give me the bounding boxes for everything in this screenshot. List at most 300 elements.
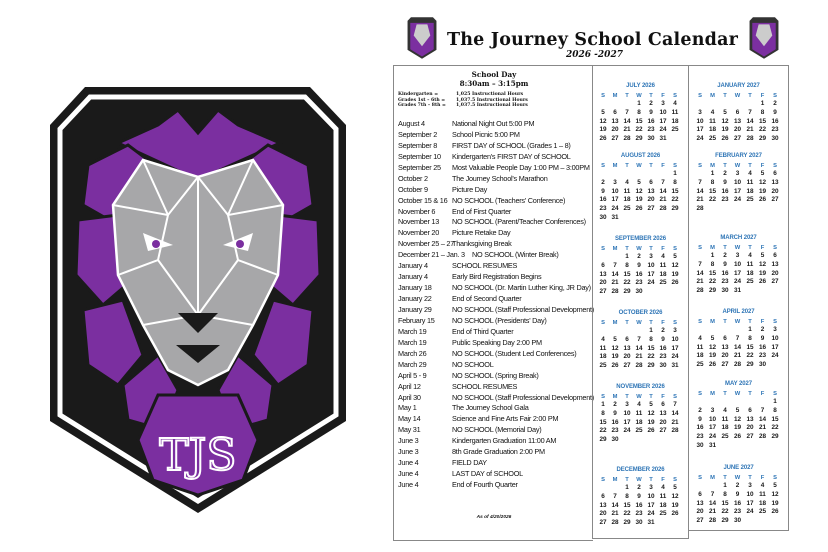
day-cell: 1 xyxy=(601,401,605,408)
day-cell: 19 xyxy=(647,418,655,426)
calendar-column-left xyxy=(592,65,689,539)
weekday-label: T xyxy=(723,475,727,481)
school-day-title: School Day xyxy=(471,70,517,79)
day-cell: 12 xyxy=(721,117,729,125)
day-cell: 19 xyxy=(758,269,767,277)
day-cell: 27 xyxy=(623,362,631,370)
event-date: November 25 – 27 xyxy=(398,239,455,249)
day-cell: 21 xyxy=(696,196,704,204)
day-cell: 3 xyxy=(649,484,653,491)
event-date: October 2 xyxy=(398,173,428,183)
weekday-label: S xyxy=(673,394,677,400)
day-cell: 7 xyxy=(613,492,617,500)
day-cell: 13 xyxy=(733,117,742,125)
event-description: SCHOOL RESUMES xyxy=(452,261,518,271)
day-cell: 9 xyxy=(637,492,641,500)
day-cell: 4 xyxy=(723,406,727,414)
day-cell: 5 xyxy=(637,178,641,186)
day-cell: 30 xyxy=(659,362,667,370)
day-cell: 3 xyxy=(673,327,677,334)
day-cell: 8 xyxy=(773,406,777,414)
day-cell: 25 xyxy=(746,196,754,204)
day-cell: 3 xyxy=(710,406,715,414)
day-cell: 11 xyxy=(659,492,667,500)
day-cell: 1 xyxy=(637,100,641,107)
day-cell: 9 xyxy=(649,108,653,116)
day-cell: 24 xyxy=(771,352,779,360)
event-date: April 5 - 9 xyxy=(398,370,427,380)
weekday-label: T xyxy=(723,93,727,99)
day-cell: 14 xyxy=(746,117,754,125)
day-cell: 9 xyxy=(637,261,641,269)
month-title: FEBRUARY 2027 xyxy=(715,153,762,159)
weekday-label: S xyxy=(698,319,702,325)
weekday-label: T xyxy=(748,93,752,99)
weekday-label: M xyxy=(710,475,715,481)
event-date: June 3 xyxy=(398,436,419,446)
event-date: September 10 xyxy=(398,151,441,161)
event-description: School Picnic 5:00 PM xyxy=(452,129,520,139)
day-cell: 3 xyxy=(735,170,740,177)
day-cell: 11 xyxy=(599,344,607,352)
day-cell: 11 xyxy=(635,409,643,417)
day-cell: 29 xyxy=(771,433,779,441)
weekday-label: M xyxy=(612,394,618,400)
day-cell: 15 xyxy=(746,343,754,351)
day-cell: 12 xyxy=(635,187,643,195)
day-cell: 19 xyxy=(758,187,767,195)
day-cell: 4 xyxy=(673,100,677,107)
event-description: FIELD DAY xyxy=(452,458,487,468)
day-cell: 2 xyxy=(760,326,765,333)
day-cell: 3 xyxy=(613,178,617,186)
day-cell: 28 xyxy=(708,517,717,525)
day-cell: 14 xyxy=(758,415,767,423)
day-cell: 8 xyxy=(760,108,765,116)
day-cell: 23 xyxy=(758,352,767,360)
day-cell: 1 xyxy=(710,170,715,177)
day-cell: 2 xyxy=(723,170,727,177)
day-cell: 7 xyxy=(748,108,752,116)
day-cell: 16 xyxy=(758,343,767,351)
day-cell: 11 xyxy=(746,178,754,186)
day-cell: 18 xyxy=(708,126,717,134)
day-cell: 6 xyxy=(601,492,605,500)
day-cell: 11 xyxy=(696,343,704,351)
day-cell: 13 xyxy=(647,187,655,195)
day-cell: 25 xyxy=(696,361,704,369)
event-date: May 1 xyxy=(398,403,417,413)
instructional-hours-row xyxy=(398,103,528,109)
day-cell: 24 xyxy=(733,278,742,286)
event-description: End of Second Quarter xyxy=(452,294,522,304)
weekday-label: W xyxy=(636,246,642,252)
day-cell: 21 xyxy=(733,352,742,360)
weekday-label: F xyxy=(661,477,665,483)
weekday-label: T xyxy=(649,320,653,326)
day-cell: 23 xyxy=(721,196,729,204)
weekday-label: F xyxy=(760,475,765,481)
day-cell: 16 xyxy=(599,196,607,204)
day-cell: 22 xyxy=(599,427,607,435)
day-cell: 27 xyxy=(659,427,667,435)
weekday-label: S xyxy=(601,246,605,252)
day-cell: 18 xyxy=(671,117,679,125)
weekday-label: W xyxy=(734,93,741,99)
day-cell: 13 xyxy=(623,344,631,352)
day-cell: 22 xyxy=(647,353,655,361)
hours-value: 1,037.5 Instructional Hours xyxy=(456,97,528,103)
day-cell: 1 xyxy=(723,482,727,489)
day-cell: 14 xyxy=(671,409,679,417)
weekday-label: M xyxy=(612,163,618,169)
day-cell: 7 xyxy=(673,401,677,408)
day-cell: 16 xyxy=(696,424,704,432)
day-cell: 3 xyxy=(698,108,702,116)
day-cell: 14 xyxy=(659,187,667,195)
day-cell: 2 xyxy=(649,100,653,107)
day-cell: 9 xyxy=(723,260,727,268)
event-date: September 25 xyxy=(398,162,441,172)
day-cell: 19 xyxy=(671,270,679,278)
day-cell: 24 xyxy=(746,508,754,516)
day-cell: 2 xyxy=(613,401,617,408)
weekday-label: F xyxy=(760,245,765,251)
day-cell: 29 xyxy=(746,361,754,369)
weekday-label: T xyxy=(723,163,727,169)
day-cell: 18 xyxy=(746,187,754,195)
event-description: End of Third Quarter xyxy=(452,326,514,336)
day-cell: 21 xyxy=(659,196,667,204)
day-cell: 14 xyxy=(696,269,704,277)
weekday-label: S xyxy=(698,475,702,481)
event-description: NO SCHOOL (Staff Professional Development) xyxy=(452,392,594,402)
day-cell: 14 xyxy=(708,499,717,507)
event-date: December 21 – Jan. 3 xyxy=(398,250,465,260)
day-cell: 27 xyxy=(599,519,607,527)
day-cell: 31 xyxy=(647,519,655,527)
event-date: May 14 xyxy=(398,414,421,424)
day-cell: 27 xyxy=(647,205,655,213)
day-cell: 25 xyxy=(708,135,717,143)
day-cell: 10 xyxy=(733,260,742,268)
day-cell: 21 xyxy=(696,278,704,286)
event-date: February 15 xyxy=(398,315,435,325)
day-cell: 6 xyxy=(601,261,605,269)
day-cell: 23 xyxy=(659,353,667,361)
day-cell: 3 xyxy=(625,401,629,408)
school-crest-logo xyxy=(48,85,348,515)
day-cell: 19 xyxy=(708,352,717,360)
day-cell: 8 xyxy=(625,261,629,269)
event-description: Picture Retake Day xyxy=(452,228,511,238)
day-cell: 26 xyxy=(758,196,767,204)
day-cell: 22 xyxy=(721,508,729,516)
day-cell: 15 xyxy=(771,415,779,423)
day-cell: 1 xyxy=(625,484,629,491)
weekday-label: T xyxy=(625,93,629,99)
day-cell: 14 xyxy=(623,117,631,125)
day-cell: 25 xyxy=(623,205,631,213)
event-description: The Journey School's Marathon xyxy=(452,173,548,183)
day-cell: 19 xyxy=(635,196,643,204)
day-cell: 10 xyxy=(671,335,679,343)
day-cell: 9 xyxy=(661,335,665,343)
event-description: Public Speaking Day 2:00 PM xyxy=(452,337,542,347)
day-cell: 21 xyxy=(708,508,717,516)
day-cell: 26 xyxy=(733,433,742,441)
event-date: October 15 & 16 xyxy=(398,195,448,205)
weekday-label: T xyxy=(649,394,653,400)
weekday-label: S xyxy=(673,93,677,99)
weekday-label: T xyxy=(723,391,727,397)
weekday-label: W xyxy=(734,319,741,325)
day-cell: 22 xyxy=(771,424,779,432)
day-cell: 7 xyxy=(613,261,617,269)
day-cell: 8 xyxy=(637,108,641,116)
day-cell: 27 xyxy=(611,135,619,143)
weekday-label: S xyxy=(773,391,777,397)
day-cell: 8 xyxy=(625,492,629,500)
day-cell: 27 xyxy=(696,517,704,525)
day-cell: 19 xyxy=(599,126,607,134)
day-cell: 2 xyxy=(773,100,777,107)
day-cell: 25 xyxy=(721,433,729,441)
weekday-label: F xyxy=(661,93,665,99)
event-date: January 22 xyxy=(398,294,432,304)
day-cell: 4 xyxy=(748,252,752,259)
day-cell: 17 xyxy=(733,269,742,277)
day-cell: 5 xyxy=(673,253,677,260)
hours-value: 1,037.5 Instructional Hours xyxy=(456,103,528,108)
day-cell: 19 xyxy=(733,424,742,432)
day-cell: 8 xyxy=(673,178,677,186)
day-cell: 25 xyxy=(659,279,667,287)
event-date: September 8 xyxy=(398,140,438,150)
day-cell: 17 xyxy=(771,343,779,351)
day-cell: 12 xyxy=(708,343,717,351)
day-cell: 9 xyxy=(601,187,605,195)
event-date: April 12 xyxy=(398,381,421,391)
day-cell: 2 xyxy=(661,327,665,334)
day-cell: 28 xyxy=(733,361,742,369)
day-cell: 25 xyxy=(635,427,643,435)
event-date: August 4 xyxy=(398,119,425,128)
day-cell: 1 xyxy=(625,253,629,260)
month-calendar xyxy=(689,309,788,389)
day-cell: 17 xyxy=(659,117,667,125)
day-cell: 5 xyxy=(735,406,740,414)
day-cell: 21 xyxy=(671,418,679,426)
day-cell: 16 xyxy=(659,344,667,352)
day-cell: 23 xyxy=(696,433,704,441)
event-description: NO SCHOOL (Presidents' Day) xyxy=(452,315,547,325)
day-cell: 18 xyxy=(659,270,667,278)
day-cell: 6 xyxy=(661,401,665,408)
day-cell: 17 xyxy=(647,501,655,509)
day-cell: 13 xyxy=(659,409,667,417)
day-cell: 19 xyxy=(611,353,619,361)
day-cell: 24 xyxy=(696,135,704,143)
day-cell: 4 xyxy=(661,484,665,491)
weekday-label: S xyxy=(601,163,605,169)
weekday-label: T xyxy=(748,163,752,169)
day-cell: 26 xyxy=(708,361,717,369)
weekday-label: T xyxy=(748,475,752,481)
weekday-label: S xyxy=(673,246,677,252)
day-cell: 31 xyxy=(671,362,679,370)
day-cell: 13 xyxy=(599,501,607,509)
day-cell: 28 xyxy=(623,135,631,143)
day-cell: 16 xyxy=(721,187,729,195)
weekday-label: M xyxy=(710,93,715,99)
day-cell: 20 xyxy=(721,352,729,360)
grade-label: Grades 1st – 6th = xyxy=(398,97,446,103)
day-cell: 2 xyxy=(601,178,605,186)
day-cell: 17 xyxy=(647,270,655,278)
event-date: June 4 xyxy=(398,480,419,490)
day-cell: 9 xyxy=(760,334,765,342)
event-date: March 19 xyxy=(398,337,427,347)
weekday-label: T xyxy=(649,93,653,99)
weekday-label: M xyxy=(710,319,715,325)
day-cell: 29 xyxy=(623,288,631,296)
day-cell: 12 xyxy=(671,492,679,500)
day-cell: 23 xyxy=(635,510,643,518)
day-cell: 5 xyxy=(710,334,715,342)
event-description: NO SCHOOL (Staff Professional Development) xyxy=(452,304,594,314)
event-description: SCHOOL RESUMES xyxy=(452,381,518,391)
event-description: End of First Quarter xyxy=(452,206,512,216)
weekday-label: T xyxy=(748,319,752,325)
day-cell: 20 xyxy=(623,353,631,361)
weekday-label: F xyxy=(661,394,665,400)
day-cell: 11 xyxy=(721,415,729,423)
day-cell: 28 xyxy=(611,288,619,296)
weekday-label: W xyxy=(636,477,642,483)
day-cell: 6 xyxy=(723,334,727,342)
event-description: NO SCHOOL (Spring Break) xyxy=(452,370,539,380)
weekday-label: S xyxy=(673,163,677,169)
weekday-label: M xyxy=(612,246,618,252)
day-cell: 25 xyxy=(599,362,607,370)
event-description: Most Valuable People Day 1:00 PM – 3:00PM xyxy=(452,162,590,172)
day-cell: 7 xyxy=(698,260,702,268)
day-cell: 10 xyxy=(647,492,655,500)
month-title: DECEMBER 2026 xyxy=(616,467,665,473)
day-cell: 30 xyxy=(635,288,643,296)
day-cell: 17 xyxy=(708,424,717,432)
event-date: January 4 xyxy=(398,261,428,271)
weekday-label: T xyxy=(625,163,629,169)
day-cell: 29 xyxy=(708,287,717,295)
month-calendar xyxy=(593,236,688,316)
day-cell: 18 xyxy=(599,353,607,361)
day-cell: 3 xyxy=(735,252,740,259)
day-cell: 8 xyxy=(601,409,605,417)
day-cell: 23 xyxy=(771,126,779,134)
day-cell: 15 xyxy=(671,187,679,195)
event-date: September 2 xyxy=(398,129,438,139)
day-cell: 24 xyxy=(611,205,619,213)
day-cell: 16 xyxy=(635,501,643,509)
weekday-label: S xyxy=(773,93,777,99)
day-cell: 6 xyxy=(773,252,777,259)
day-cell: 17 xyxy=(671,344,679,352)
day-cell: 9 xyxy=(613,409,617,417)
day-cell: 11 xyxy=(709,117,716,125)
day-cell: 27 xyxy=(746,433,754,441)
weekday-label: M xyxy=(612,93,618,99)
day-cell: 15 xyxy=(635,117,643,125)
day-cell: 6 xyxy=(613,108,617,116)
month-calendar xyxy=(593,310,688,390)
day-cell: 27 xyxy=(771,278,779,286)
day-cell: 18 xyxy=(758,499,767,507)
event-description: 8th Grade Graduation 2:00 PM xyxy=(452,447,545,457)
weekday-label: S xyxy=(698,163,702,169)
weekday-label: W xyxy=(734,391,741,397)
day-cell: 8 xyxy=(723,490,727,498)
day-cell: 28 xyxy=(696,287,704,295)
day-cell: 15 xyxy=(623,270,631,278)
day-cell: 6 xyxy=(735,108,740,116)
weekday-label: S xyxy=(698,93,702,99)
weekday-label: S xyxy=(773,163,777,169)
day-cell: 29 xyxy=(599,436,607,444)
day-cell: 24 xyxy=(708,433,717,441)
day-cell: 3 xyxy=(649,253,653,260)
day-cell: 22 xyxy=(758,126,767,134)
day-cell: 28 xyxy=(696,205,704,213)
day-cell: 30 xyxy=(647,135,655,143)
school-years: 2026 -2027 xyxy=(566,50,623,60)
svg-text:TJS: TJS xyxy=(159,430,237,481)
day-cell: 25 xyxy=(746,278,754,286)
event-date: March 26 xyxy=(398,348,427,358)
month-calendar xyxy=(689,235,788,315)
day-cell: 6 xyxy=(649,178,653,186)
day-cell: 26 xyxy=(647,427,655,435)
weekday-label: T xyxy=(723,319,727,325)
day-cell: 17 xyxy=(733,187,742,195)
day-cell: 16 xyxy=(635,270,643,278)
day-cell: 7 xyxy=(625,108,629,116)
weekday-label: T xyxy=(748,391,752,397)
weekday-label: T xyxy=(649,246,653,252)
day-cell: 1 xyxy=(760,100,765,107)
event-description: National Night Out 5:00 PM xyxy=(452,119,535,128)
day-cell: 24 xyxy=(659,126,667,134)
day-cell: 20 xyxy=(647,196,655,204)
day-cell: 15 xyxy=(721,499,729,507)
month-calendar xyxy=(689,465,788,545)
day-cell: 21 xyxy=(611,510,619,518)
day-cell: 1 xyxy=(773,398,777,405)
day-cell: 2 xyxy=(637,253,641,260)
as-of-date: As of 4/20/2026 xyxy=(476,515,512,520)
month-calendar xyxy=(593,467,688,547)
day-cell: 14 xyxy=(635,344,643,352)
event-date: April 30 xyxy=(398,392,421,402)
day-cell: 5 xyxy=(760,170,765,177)
event-description: NO SCHOOL (Dr. Martin Luther King, JR Day) xyxy=(452,283,591,293)
month-calendar xyxy=(689,381,788,461)
event-date: November 13 xyxy=(398,217,440,227)
day-cell: 22 xyxy=(746,352,754,360)
day-cell: 13 xyxy=(611,117,619,125)
day-cell: 17 xyxy=(611,196,619,204)
